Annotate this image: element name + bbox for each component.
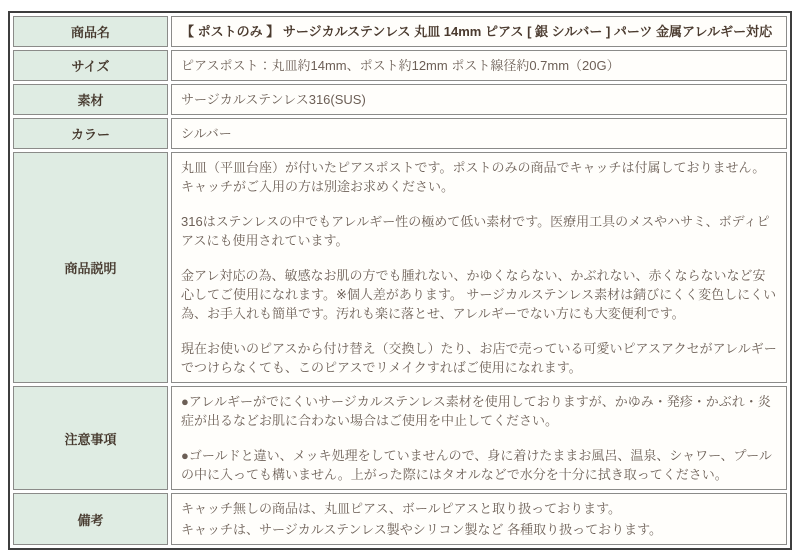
row-label-color: カラー <box>13 118 168 149</box>
row-value-size: ピアスポスト：丸皿約14mm、ポスト約12mm ポスト線径約0.7mm（20G） <box>171 50 787 81</box>
row-value-product-name: 【 ポストのみ 】 サージカルステンレス 丸皿 14mm ピアス [ 銀 シルバー ] パーツ 金属アレルギー対応 <box>171 16 787 47</box>
row-label-description: 商品説明 <box>13 152 168 383</box>
table-row-description <box>13 152 787 383</box>
row-label-product-name: 商品名 <box>13 16 168 47</box>
table-row-color <box>13 118 787 149</box>
remarks-paragraph: キャッチ無しの商品は、丸皿ピアス、ボールピアスと取り扱っております。 <box>181 501 622 516</box>
table-row-product-name <box>13 16 787 47</box>
product-spec-table <box>8 11 792 550</box>
table-row-material <box>13 84 787 115</box>
description-paragraph: 金アレ対応の為、敏感なお肌の方でも腫れない、かゆくならない、かぶれない、赤くならないなど安心してご使用になれます。※個人差があります。 サージカルステンレス素材は錆びにくく変色しにくい為、お手入れも簡単です。汚れも楽に落とせ、アレルギーでない方にも大変便利です。 <box>181 268 777 321</box>
description-paragraph: 316はステンレスの中でもアレルギー性の極めて低い素材です。医療用工具のメスやハサミ、ボディピアスにも使用されています。 <box>181 214 770 248</box>
row-label-cautions: 注意事項 <box>13 386 168 490</box>
row-value-material: サージカルステンレス316(SUS) <box>171 84 787 115</box>
description-paragraph: 丸皿（平皿台座）が付いたピアスポストです。ポストのみの商品でキャッチは付属しておりません。キャッチがご入用の方は別途お求めください。 <box>181 160 766 194</box>
row-label-material: 素材 <box>13 84 168 115</box>
table-row-cautions <box>13 386 787 490</box>
row-value-remarks <box>171 493 787 545</box>
caution-paragraph: ●アレルギーがでにくいサージカルステンレス素材を使用しておりますが、かゆみ・発疹・かぶれ・炎症が出るなどお肌に合わない場合はご使用を中止してください。 <box>181 394 771 428</box>
row-value-description <box>171 152 787 383</box>
table-row-size <box>13 50 787 81</box>
row-label-size: サイズ <box>13 50 168 81</box>
remarks-paragraph: キャッチは、サージカルステンレス製やシリコン製など 各種取り扱っております。 <box>181 522 663 537</box>
caution-paragraph: ●ゴールドと違い、メッキ処理をしていませんので、身に着けたままお風呂、温泉、シャワー、プールの中に入っても構いません。上がった際にはタオルなどで水分を十分に拭き取ってください。 <box>181 448 772 482</box>
row-label-remarks: 備考 <box>13 493 168 545</box>
description-paragraph: 現在お使いのピアスから付け替え（交換し）たり、お店で売っている可愛いピアスアクセがアレルギーでつけらなくても、このピアスでリメイクすればご使用になれます。 <box>181 341 777 375</box>
row-value-cautions <box>171 386 787 490</box>
table-row-remarks <box>13 493 787 545</box>
row-value-color: シルバー <box>171 118 787 149</box>
